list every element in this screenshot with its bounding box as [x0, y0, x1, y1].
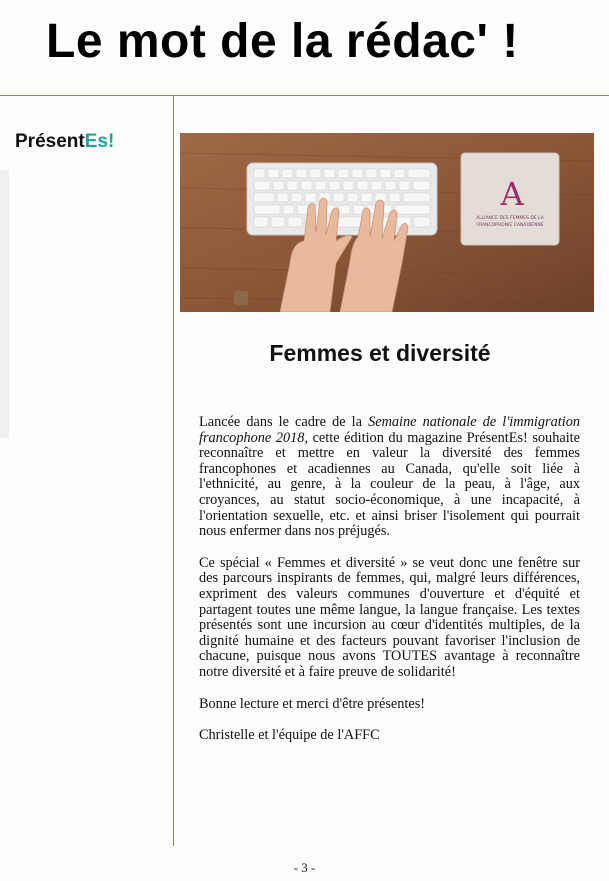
afffc-logo-caption-2: FRANCOPHONIE CANADIENNE — [476, 223, 544, 228]
article-signature: Christelle et l'équipe de l'AFFC — [199, 727, 380, 744]
article-paragraph-1: Lancée dans le cadre de la Semaine nationale de l'immigration francophone 2018, cette édition du magazine PrésentEs! souhaite reconnaître et mettre en valeur la diversité des femmes francophones et acadiennes au Canada, qu'elle soit liée à l'ethnicité, au genre, à la couleur de la peau, à l'âge, aux croyances, au statut socio-économique, à une incapacité, à l'orientation sexuelle, etc. et ainsi briser l'isolement qui pourrait nous enfermer dans nos préjugés. — [199, 414, 580, 540]
brand-accent: Es — [84, 131, 108, 152]
page-number: - 3 - — [293, 860, 316, 875]
afffc-logo-letter: A — [500, 175, 524, 213]
afffc-booklet — [461, 153, 559, 245]
header-divider — [0, 95, 609, 96]
article-title: Femmes et diversité — [269, 340, 491, 366]
article-paragraph-2: Ce spécial « Femmes et diversité » se veut donc une fenêtre sur des parcours inspirants de femmes, qui, malgré leurs différences, expriment des valeurs communes d'ouverture et d'équité et partagent toutes une même langue, la langue française. Les textes présentés sont une incursion au cœur d'identités multiples, de la dignité humaine et des facteurs pouvant favoriser l'inclusion de chacune, puisque nous avons TOUTES avantage à reconnaître notre diversité et à faire preuve de solidarité! — [199, 554, 580, 680]
afffc-logo-caption-1: ALLIANCE DES FEMMES DE LA — [476, 216, 544, 221]
column-divider — [173, 96, 174, 846]
article-paragraph-3: Bonne lecture et merci d'être présentes! — [199, 695, 426, 712]
article-body — [199, 415, 580, 760]
sidebar-strip — [0, 170, 9, 438]
watch-strap — [234, 291, 248, 305]
brand-suffix: ! — [107, 131, 115, 152]
keyboard-desk-illustration — [180, 133, 594, 312]
brand-prefix: Présent — [15, 131, 85, 152]
article-photo — [180, 133, 594, 312]
brand-logo — [15, 131, 114, 153]
keyboard-icon — [247, 163, 437, 235]
page-title: Le mot de la rédac' ! — [46, 15, 519, 68]
